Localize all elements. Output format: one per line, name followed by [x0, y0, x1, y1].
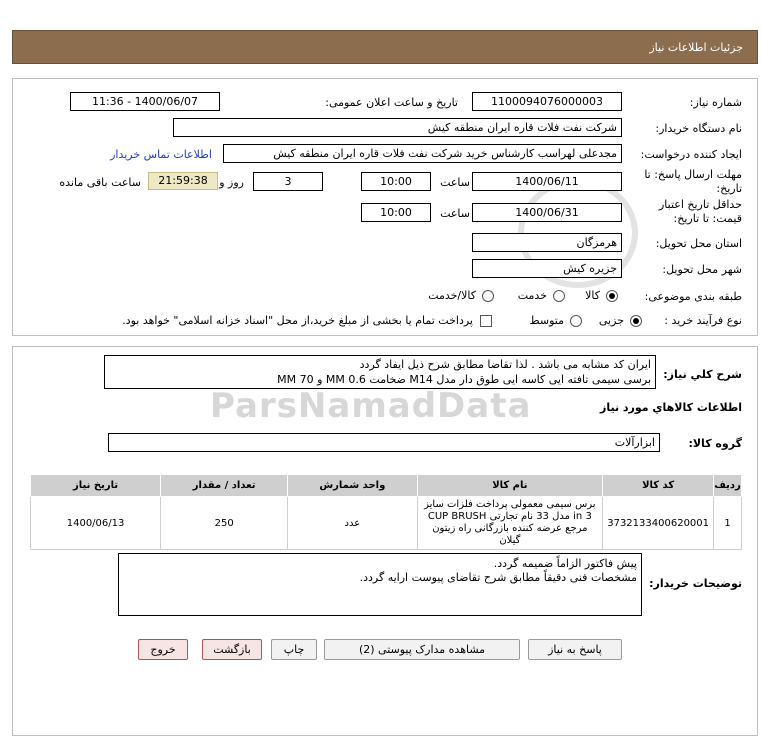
goods-table-header — [31, 475, 742, 497]
col-header-qty: تعداد / مقدار — [161, 475, 288, 497]
goods-info-title: اطلاعات کالاهاي مورد نياز — [600, 401, 742, 414]
process-option-medium: متوسط — [529, 314, 564, 327]
buyer-notes-box — [118, 553, 642, 616]
goods-group-label: گروه کالا: — [688, 437, 742, 450]
validity-label — [632, 198, 742, 226]
process-option-minor: جزیی — [598, 314, 624, 327]
remaining-time-counter: 21:59:38 — [148, 172, 218, 190]
summary-label: شرح کلي نياز: — [663, 368, 742, 381]
back-button[interactable]: بازگشت — [202, 639, 262, 660]
goods-table — [30, 474, 742, 550]
process-radio-medium[interactable] — [570, 315, 582, 327]
page-title: جزئیات اطلاعات نیاز — [649, 41, 743, 54]
col-header-unit: واحد شمارش — [288, 475, 417, 497]
buyer-notes-line-1: پیش فاکتور الزاماً ضمیمه گردد. — [493, 557, 637, 570]
watermark-brand: ParsNamadData — [210, 386, 532, 426]
category-option-goods: کالا — [585, 289, 600, 302]
summary-line-2: برسی سیمی تافته ایی کاسه ایی طوق دار مدل M14 ضخامت MM 0.6 و MM 70 — [277, 373, 651, 386]
days-field: 3 — [253, 172, 323, 191]
table-row — [31, 497, 742, 550]
reply-button[interactable]: پاسخ به نیاز — [528, 639, 622, 660]
deadline-time-label: ساعت — [440, 176, 470, 189]
deadline-time-field: 10:00 — [361, 172, 431, 191]
category-option-goods-service: کالا/خدمت — [428, 289, 476, 302]
col-header-name: نام کالا — [417, 475, 603, 497]
cell-name: برس سیمی معمولی پرداخت فلزات سایز 3 in مدل 33 نام تجارتی CUP BRUSH مرجع عرضه کننده بازرگانی راه زیتون گیلان — [417, 497, 603, 550]
treasury-payment-checkbox[interactable] — [480, 315, 492, 327]
requester-label: ایجاد کننده درخواست: — [640, 148, 742, 161]
province-label: استان محل تحویل: — [655, 237, 742, 250]
validity-time-field: 10:00 — [361, 203, 431, 222]
buyer-notes-line-2: مشخصات فنی دقیقاً مطابق شرح تقاضای پیوست ارایه گردد. — [359, 571, 637, 584]
process-type-label: نوع فرآیند خرید : — [664, 314, 742, 327]
deadline-date-field: 1400/06/11 — [472, 172, 622, 191]
category-radio-service[interactable] — [553, 290, 565, 302]
deadline-label — [632, 168, 742, 196]
city-label: شهر محل تحویل: — [662, 263, 742, 276]
attachments-button[interactable]: مشاهده مدارک پیوستی (2) — [324, 639, 520, 660]
cell-qty: 250 — [161, 497, 288, 550]
validity-time-label: ساعت — [440, 207, 470, 220]
buyer-contact-link[interactable]: اطلاعات تماس خریدار — [110, 148, 212, 161]
col-header-row: ردیف — [714, 475, 742, 497]
buyer-notes-label: توضیحات خریدار: — [649, 577, 742, 590]
buyer-org-field: شرکت نفت فلات قاره ایران منطقه کیش — [173, 118, 622, 137]
cell-unit: عدد — [288, 497, 417, 550]
announce-datetime-label: تاریخ و ساعت اعلان عمومی: — [325, 96, 458, 109]
process-radio-minor[interactable] — [630, 315, 642, 327]
print-button[interactable]: چاپ — [271, 639, 317, 660]
cell-row: 1 — [714, 497, 742, 550]
goods-group-field: ابزارآلات — [108, 433, 660, 452]
col-header-date: تاریخ نیاز — [31, 475, 161, 497]
announce-datetime-field: 1400/06/07 - 11:36 — [70, 92, 220, 111]
exit-button[interactable]: خروج — [138, 639, 188, 660]
validity-date-field: 1400/06/31 — [472, 203, 622, 222]
days-label: روز و — [219, 176, 244, 189]
treasury-payment-note: پرداخت تمام یا بخشی از مبلغ خرید،از محل "اسناد خزانه اسلامی" خواهد بود. — [122, 314, 473, 327]
summary-line-1: ایران کد مشابه می باشد . لذا تقاضا مطابق شرح ذیل ایفاد گردد — [359, 358, 651, 371]
summary-box — [104, 355, 656, 389]
remaining-time-label: ساعت باقی مانده — [59, 176, 141, 189]
category-radio-goods-service[interactable] — [482, 290, 494, 302]
col-header-code: کد کالا — [603, 475, 714, 497]
buyer-org-label: نام دستگاه خریدار: — [655, 122, 742, 135]
need-number-label: شماره نیاز: — [689, 96, 742, 109]
deadline-label-text: مهلت ارسال پاسخ: تا تاریخ: — [644, 168, 742, 195]
need-number-field: 1100094076000003 — [472, 92, 622, 111]
page-header — [12, 30, 758, 64]
province-field: هرمزگان — [472, 233, 622, 252]
category-radio-goods[interactable] — [606, 290, 618, 302]
city-field: جزیره کیش — [472, 259, 622, 278]
category-label: طبقه بندی موضوعی: — [644, 290, 742, 303]
requester-field: مجدعلی لهراسب کارشناس خرید شرکت نفت فلات قاره ایران منطقه کیش — [223, 144, 622, 163]
category-option-service: خدمت — [517, 289, 547, 302]
cell-date: 1400/06/13 — [31, 497, 161, 550]
validity-label-text: حداقل تاریخ اعتبار قیمت: تا تاریخ: — [658, 198, 742, 225]
cell-code: 3732133400620001 — [603, 497, 714, 550]
